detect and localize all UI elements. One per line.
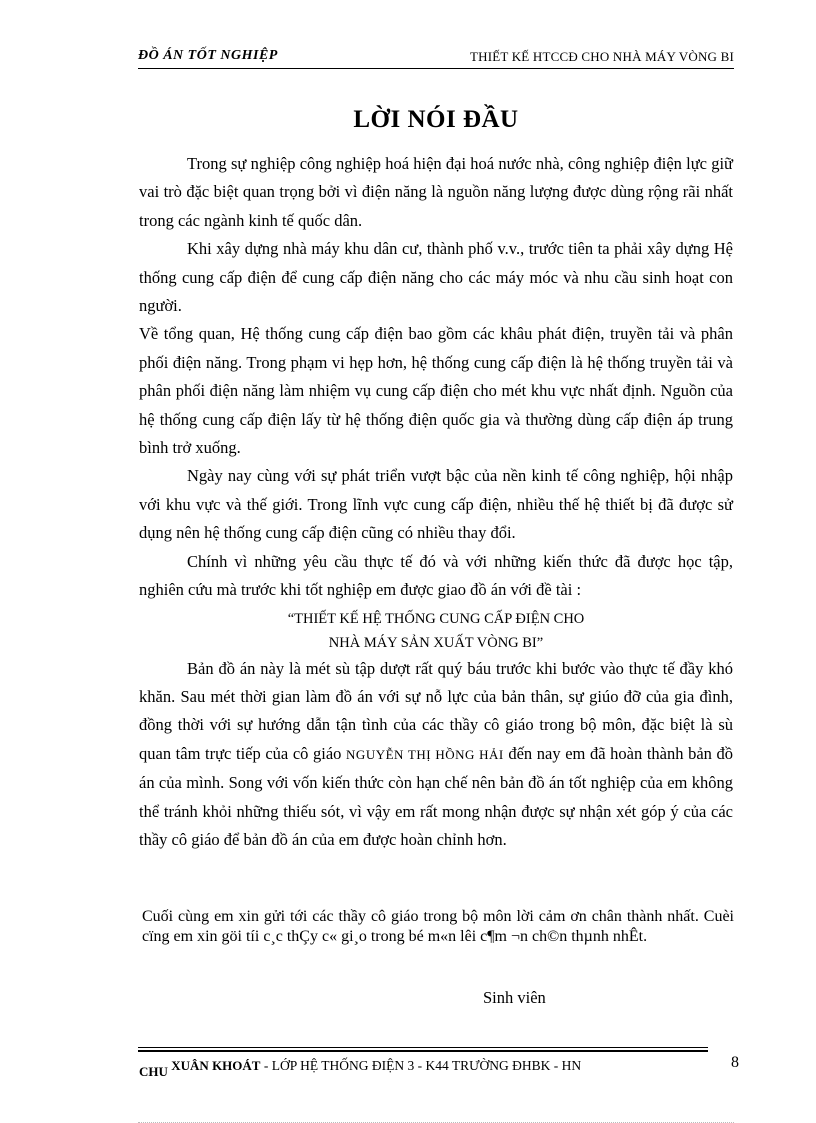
header-left-title: ĐỒ ÁN TỐT NGHIỆP (138, 48, 278, 63)
paragraph-6 (139, 655, 733, 855)
thesis-topic-line-2: NHÀ MÁY SẢN XUẤT VÒNG BI” (328, 634, 544, 651)
paragraph-1: Trong sự nghiệp công nghiệp hoá hiện đại hoá nước nhà, công nghiệp điện lực giữ vai trò đặc biệt quan trọng bởi vì điện năng là nguồn năng lượng được dùng rộng rãi nhất trong các ngành kinh tế quốc dân. (139, 154, 733, 230)
thesis-topic-line-1: “THIẾT KẾ HỆ THỐNG CUNG CẤP ĐIỆN CHO (287, 610, 585, 627)
paragraph-5: Chính vì những yêu cầu thực tế đó và với những kiến thức đã được học tập, nghiên cứu mà trước khi tốt nghiệp em được giao đồ án với đề tài : (139, 551, 733, 600)
footer-divider (138, 1047, 708, 1048)
footer-author: XUÂN KHOÁT (171, 1058, 261, 1073)
body-text (139, 150, 733, 854)
paragraph-2: Khi xây dựng nhà máy khu dân cư, thành phố v.v., trước tiên ta phải xây dựng Hệ thống cung cấp điện để cung cấp điện năng cho các máy móc và nhu cầu sinh hoạt con người. (139, 239, 733, 316)
page-number: 8 (731, 1054, 739, 1071)
footer-prefix: CHU (139, 1064, 168, 1079)
closing-paragraph: Cuối cùng em xin gửi tới các thầy cô giáo trong bộ môn lời cảm ơn chân thành nhất. Cuèi cïng em xin göi tíi c¸c thÇy c« gi¸o trong bé m«n lêi c¶m ¬n ch©n thµnh nhÊt. (142, 908, 734, 945)
paragraph-6-part-1: Bản đồ án này là mét sù tập dượt rất quý báu trước khi bước vào thực tế đầy khó khăn. Sau mét thời gian làm đồ án với sự nỗ lực của bản thân, sự giúo đỡ của gia đình, đồng thời với sự hướng dẫn tận tình của các thầy cô giáo trong bộ môn, đặc biệt là sù quan tâm trực tiếp của cô giáo (139, 658, 733, 763)
paragraph-3: Về tổng quan, Hệ thống cung cấp điện bao gồm các khâu phát điện, truyền tải và phân phối điện năng. Trong phạm vi hẹp hơn, hệ thống cung cấp điện là hệ thống truyền tải và phân phối điện năng làm nhiệm vụ cung cấp điện cho mét khu vực nhất định. Nguồn của hệ thống cung cấp điện lấy từ hệ thống điện quốc gia và thường dùng cấp điện áp trung bình trở xuống. (139, 324, 733, 458)
page-title: LỜI NÓI ĐẦU (353, 106, 519, 133)
page-footer (139, 1058, 699, 1079)
page-header (138, 46, 734, 69)
header-right-title: THIẾT KẾ HTCCĐ CHO NHÀ MÁY VÒNG BI (469, 49, 734, 64)
paragraph-4: Ngày nay cùng với sự phát triển vượt bậc của nền kinh tế công nghiệp, hội nhập với khu vực và thế giới. Trong lĩnh vực cung cấp điện, nhiều thế hệ thiết bị đã được sử dụng nên hệ thống cung cấp điện cũng có nhiều thay đổi. (139, 466, 733, 543)
footer-divider-thick (138, 1050, 708, 1052)
signature-label: Sinh viên (483, 988, 546, 1007)
footer-class-info: - LỚP HỆ THỐNG ĐIỆN 3 - K44 TRƯỜNG ĐHBK - HN (260, 1058, 582, 1073)
supervisor-name: NGUYỄN THỊ HỒNG HẢI (346, 746, 504, 762)
paragraph-6-part-2: đến nay em đã hoàn thành bản đồ án của mình. Song với vốn kiến thức còn hạn chế nên bản đồ án tốt nghiệp của em không thể tránh khỏi những thiếu sót, vì vậy em rất mong nhận được sự nhận xét góp ý của các thầy cô giáo để bản đồ án của em được hoàn chỉnh hơn. (139, 743, 734, 849)
